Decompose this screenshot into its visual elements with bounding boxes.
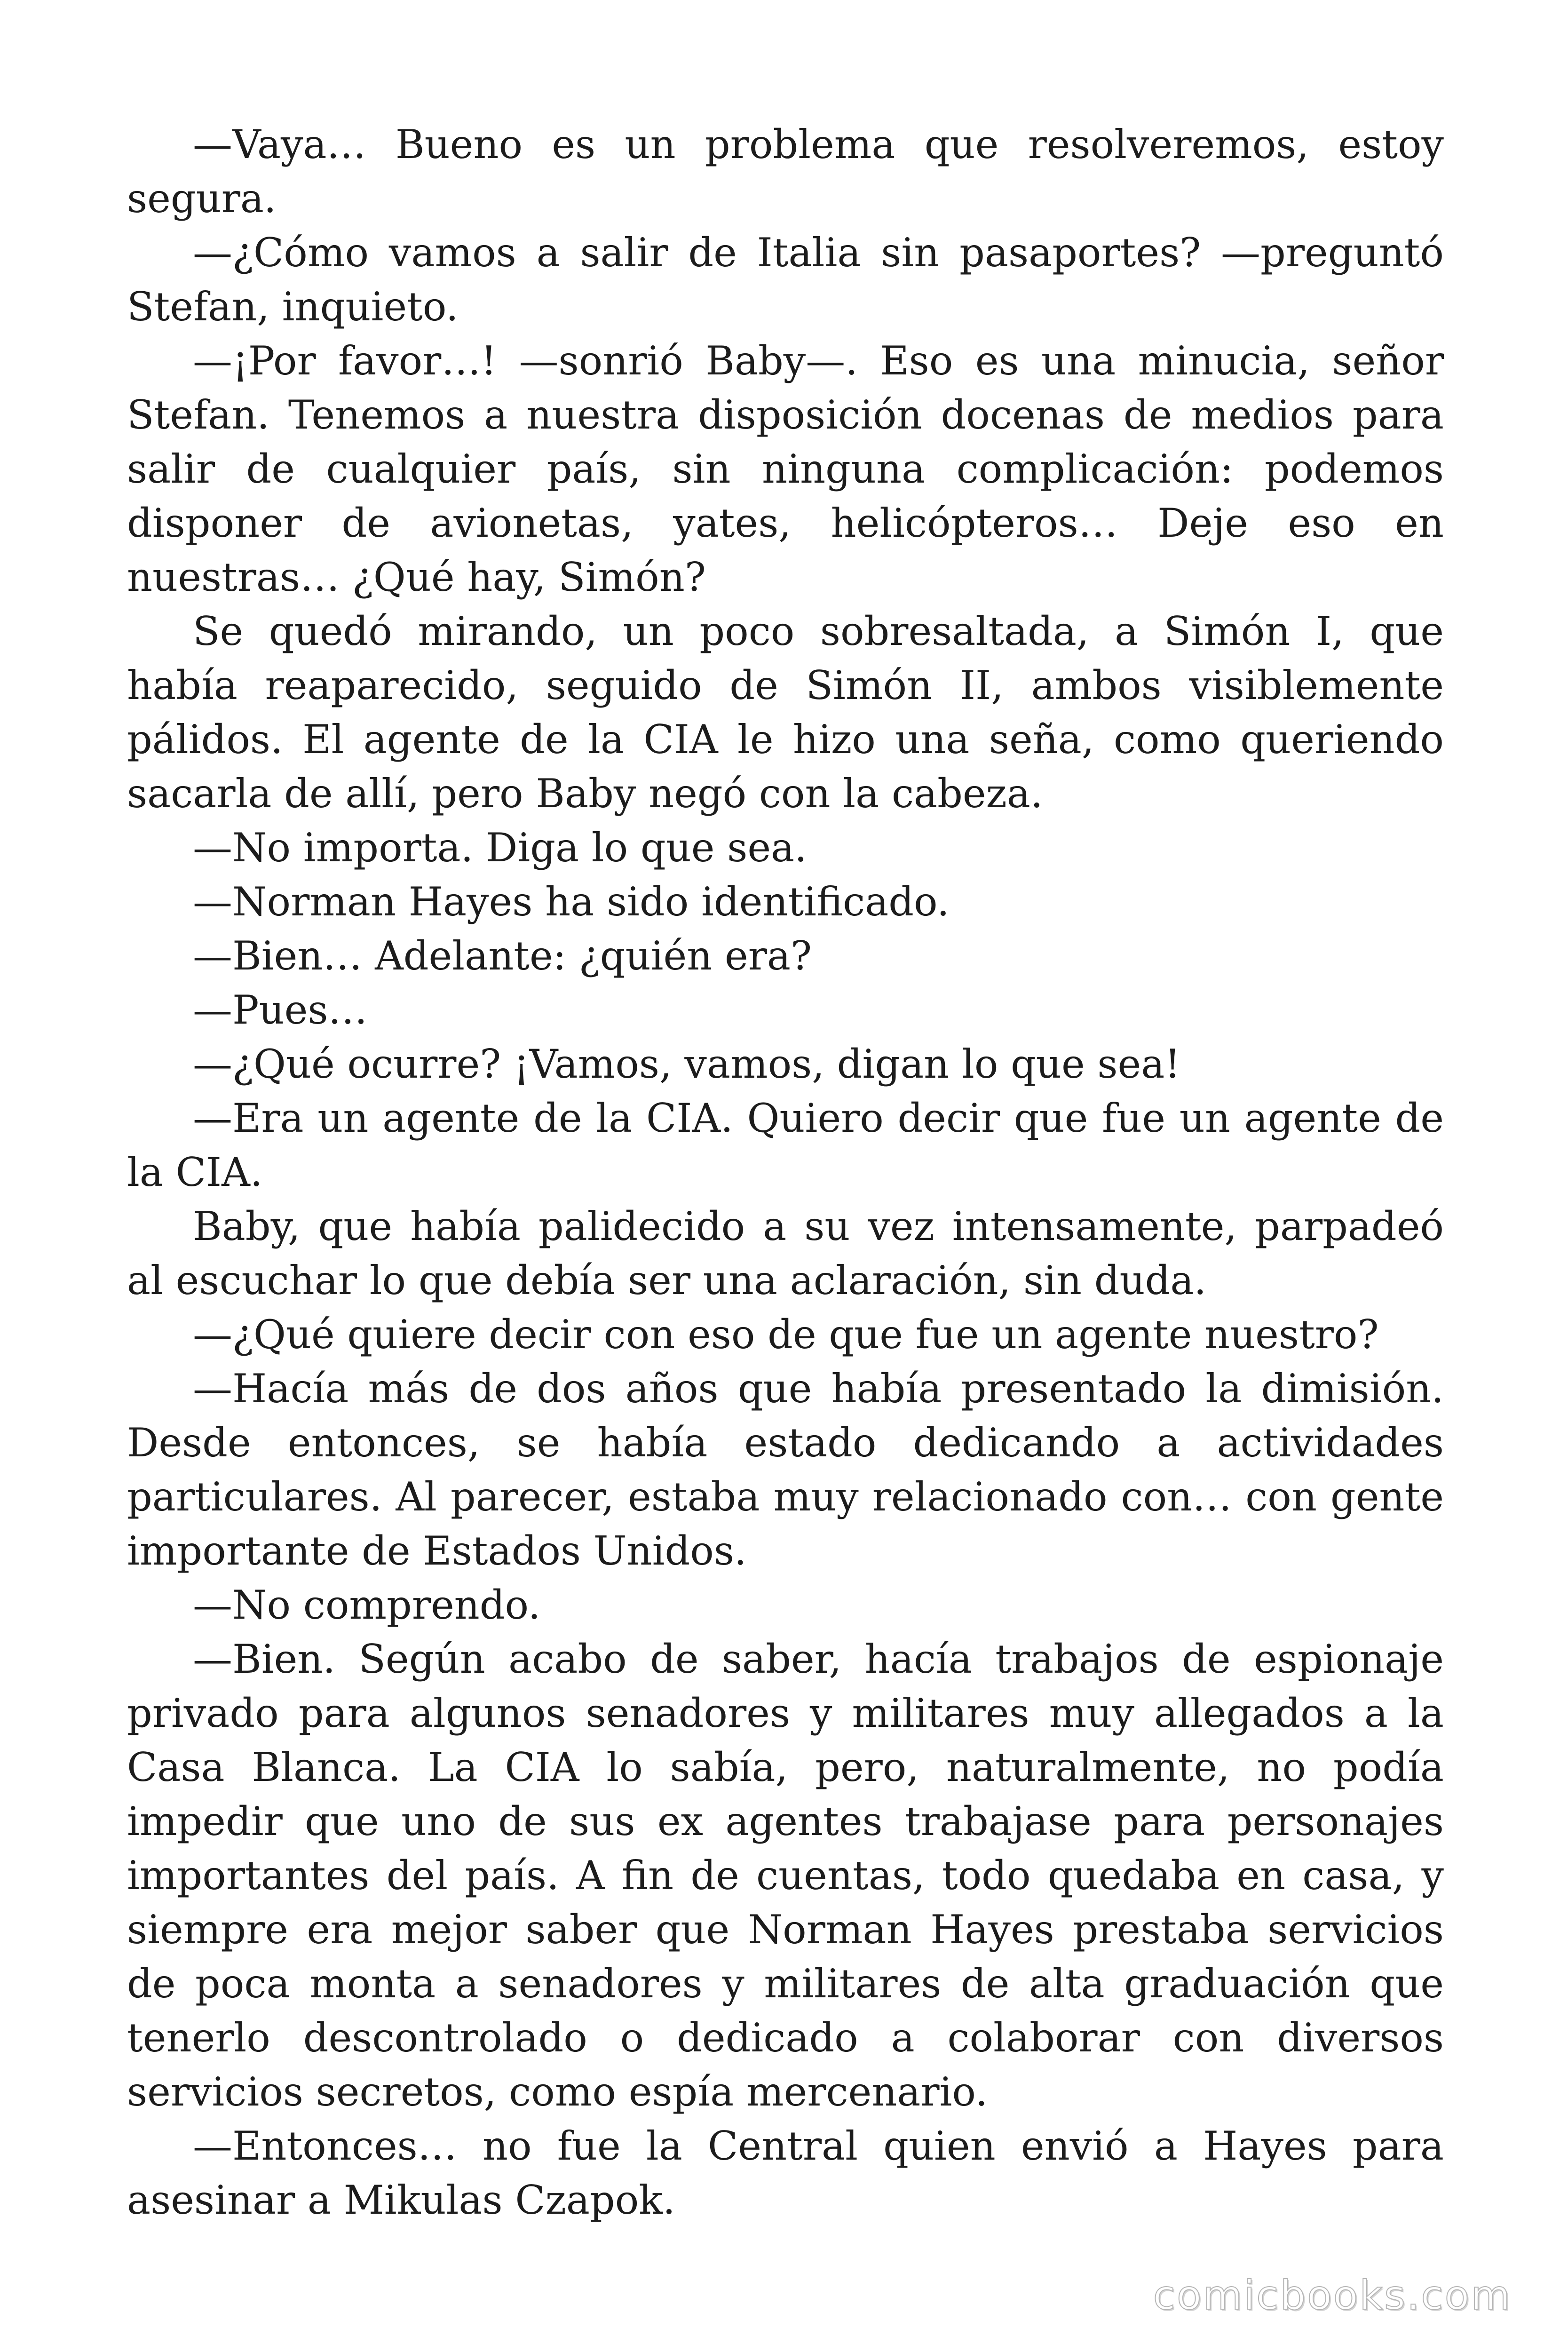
paragraph: —Bien. Según acabo de saber, hacía trabajos de espionaje privado para algunos senadores y militares muy allegados a la Casa Blanca. La CIA lo sabía, pero, naturalmente, no podía impedir que uno de sus ex agentes trabajase para personajes importantes del país. A fin de cuentas, todo quedaba en casa, y siempre era mejor saber que Norman Hayes prestaba servicios de poca monta a senadores y militares de alta graduación que tenerlo descontrolado o dedicado a colaborar con diversos servicios secretos, como espía mercenario.	[127, 1636, 1444, 2115]
paragraph: —Bien… Adelante: ¿quién era?	[193, 933, 812, 979]
paragraph: —¿Cómo vamos a salir de Italia sin pasaportes? —preguntó Stefan, inquieto.	[127, 230, 1444, 330]
paragraph: —Entonces… no fue la Central quien envió a Hayes para asesinar a Mikulas Czapok.	[127, 2123, 1444, 2223]
paragraph: —No importa. Diga lo que sea.	[193, 825, 807, 871]
paragraph: —Norman Hayes ha sido identificado.	[193, 879, 950, 925]
paragraph: —¿Qué ocurre? ¡Vamos, vamos, digan lo que sea!	[193, 1041, 1181, 1087]
paragraph: —No comprendo.	[193, 1582, 541, 1628]
paragraph: —Era un agente de la CIA. Quiero decir que fue un agente de la CIA.	[127, 1095, 1444, 1195]
paragraph: —¿Qué quiere decir con eso de que fue un agente nuestro?	[193, 1311, 1379, 1358]
paragraph: —Vaya… Bueno es un problema que resolveremos, estoy segura.	[127, 121, 1444, 222]
paragraph: Baby, que había palidecido a su vez intensamente, parpadeó al escuchar lo que debía ser una aclaración, sin duda.	[127, 1203, 1444, 1303]
paragraph: —Pues…	[193, 987, 368, 1033]
paragraph: Se quedó mirando, un poco sobresaltada, a Simón I, que había reaparecido, seguido de Simón II, ambos visiblemente pálidos. El agente de la CIA le hizo una seña, como queriendo sacarla de allí, pero Baby negó con la cabeza.	[127, 608, 1444, 817]
paragraph: —Hacía más de dos años que había presentado la dimisión. Desde entonces, se había estado dedicando a actividades particulares. Al parecer, estaba muy relacionado con… con gente importante de Estados Unidos.	[127, 1366, 1444, 1574]
page-text	[127, 118, 1444, 2227]
watermark: comicbooks.com	[1153, 2272, 1512, 2319]
paragraph: —¡Por favor…! —sonrió Baby—. Eso es una minucia, señor Stefan. Tenemos a nuestra disposición docenas de medios para salir de cualquier país, sin ninguna complicación: podemos disponer de avionetas, yates, helicópteros… Deje eso en nuestras… ¿Qué hay, Simón?	[127, 338, 1444, 600]
